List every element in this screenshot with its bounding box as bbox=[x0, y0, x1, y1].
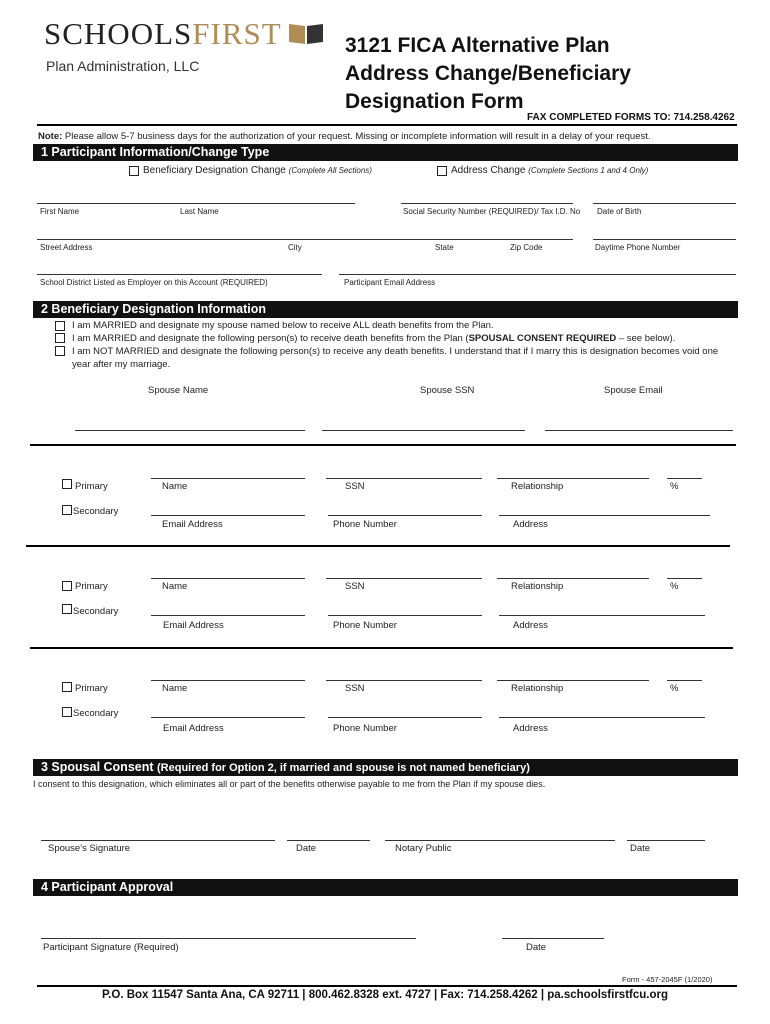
section3-title: 3 Spousal Consent bbox=[41, 760, 154, 774]
logo-wordmark bbox=[44, 16, 282, 52]
beneficiary-ssn-line[interactable] bbox=[326, 478, 482, 479]
spouse-name-line[interactable] bbox=[75, 430, 305, 431]
beneficiary-relationship-label: Relationship bbox=[511, 481, 564, 492]
email-label: Participant Email Address bbox=[344, 278, 436, 287]
beneficiary-phone-label: Phone Number bbox=[333, 519, 397, 530]
footer-contact: P.O. Box 11547 Santa Ana, CA 92711 | 800.462.8328 ext. 4727 | Fax: 714.258.4262 | pa.schoolsfirstfcu.org bbox=[101, 989, 668, 1001]
logo-subtitle: Plan Administration, LLC bbox=[46, 58, 200, 74]
opt2-text-a: I am MARRIED and designate the following person(s) to receive death benefits from the Plan ( bbox=[72, 333, 469, 344]
title-line-1: 3121 FICA Alternative Plan bbox=[345, 34, 610, 57]
primary-checkbox[interactable] bbox=[62, 581, 72, 591]
beneficiary-email-line[interactable] bbox=[151, 515, 305, 516]
state-label: State bbox=[435, 243, 454, 252]
opt2-hint: (Complete Sections 1 and 4 Only) bbox=[528, 166, 649, 175]
ssn-label: Social Security Number (REQUIRED)/ Tax I.D. No bbox=[403, 207, 581, 216]
note-text: Please allow 5-7 business days for the authorization of your request. Missing or incomplete information will result in a delay of your request. bbox=[64, 131, 651, 142]
name-field-line[interactable] bbox=[37, 203, 355, 204]
beneficiary-phone-label: Phone Number bbox=[333, 620, 397, 631]
beneficiary-email-label: Email Address bbox=[162, 519, 223, 530]
beneficiary-email-label: Email Address bbox=[163, 723, 224, 734]
beneficiary-phone-line[interactable] bbox=[328, 717, 482, 718]
zip-label: Zip Code bbox=[510, 243, 543, 252]
logo-part2: FIRST bbox=[192, 16, 282, 51]
spouse-ssn-label: Spouse SSN bbox=[420, 385, 475, 396]
beneficiary-pct-line[interactable] bbox=[667, 478, 702, 479]
beneficiary-name-line[interactable] bbox=[151, 680, 305, 681]
last-name-label: Last Name bbox=[180, 207, 219, 216]
beneficiary-divider bbox=[26, 545, 730, 547]
section3-header bbox=[33, 759, 738, 776]
beneficiary-pct-line[interactable] bbox=[667, 680, 702, 681]
phone-field-line[interactable] bbox=[593, 239, 736, 240]
secondary-label: Secondary bbox=[73, 708, 119, 719]
beneficiary-pct-line[interactable] bbox=[667, 578, 702, 579]
first-name-label: First Name bbox=[40, 207, 80, 216]
address-change-checkbox[interactable] bbox=[437, 166, 447, 176]
beneficiary-pct-label: % bbox=[670, 581, 679, 592]
ssn-field-line[interactable] bbox=[401, 203, 573, 204]
participant-signature-line[interactable] bbox=[41, 938, 416, 939]
beneficiary-address-line[interactable] bbox=[499, 515, 710, 516]
beneficiary-relationship-line[interactable] bbox=[497, 680, 649, 681]
spouse-name-label: Spouse Name bbox=[148, 385, 209, 396]
participant-signature-label: Participant Signature (Required) bbox=[43, 942, 179, 953]
beneficiary-address-label: Address bbox=[513, 620, 548, 631]
spouse-divider bbox=[30, 444, 736, 446]
title-line-2: Address Change/Beneficiary bbox=[345, 62, 631, 85]
beneficiary-phone-line[interactable] bbox=[328, 515, 482, 516]
note-label: Note: bbox=[38, 131, 63, 142]
dob-field-line[interactable] bbox=[593, 203, 736, 204]
secondary-checkbox[interactable] bbox=[62, 604, 72, 614]
section2-header: 2 Beneficiary Designation Information bbox=[33, 301, 738, 318]
beneficiary-phone-label: Phone Number bbox=[333, 723, 397, 734]
married-spouse-checkbox[interactable] bbox=[55, 321, 65, 331]
title-line-3: Designation Form bbox=[345, 90, 524, 113]
participant-date-line[interactable] bbox=[502, 938, 604, 939]
secondary-checkbox[interactable] bbox=[62, 707, 72, 717]
beneficiary-name-line[interactable] bbox=[151, 578, 305, 579]
opt1-hint: (Complete All Sections) bbox=[288, 166, 372, 175]
address-field-line[interactable] bbox=[37, 239, 573, 240]
consent-text: I consent to this designation, which eliminates all or part of the benefits otherwise payable to me from the Plan if my spouse dies. bbox=[33, 779, 546, 789]
notary-line[interactable] bbox=[385, 840, 615, 841]
section1-header: 1 Participant Information/Change Type bbox=[33, 144, 738, 161]
not-married-checkbox[interactable] bbox=[55, 346, 65, 356]
notary-date-label: Date bbox=[630, 843, 651, 854]
beneficiary-divider bbox=[30, 647, 733, 649]
address-change-option bbox=[451, 165, 648, 176]
primary-label: Primary bbox=[75, 683, 108, 694]
spouse-signature-line[interactable] bbox=[41, 840, 275, 841]
spouse-email-line[interactable] bbox=[545, 430, 733, 431]
beneficiary-relationship-label: Relationship bbox=[511, 581, 564, 592]
opt2-label: Address Change bbox=[451, 165, 526, 176]
beneficiary-name-label: Name bbox=[162, 683, 188, 694]
beneficiary-ssn-line[interactable] bbox=[326, 578, 482, 579]
form-title bbox=[345, 32, 631, 116]
beneficiary-email-line[interactable] bbox=[151, 717, 305, 718]
city-label: City bbox=[288, 243, 302, 252]
beneficiary-name-label: Name bbox=[162, 481, 188, 492]
opt1-label: Beneficiary Designation Change bbox=[143, 165, 286, 176]
married-others-checkbox[interactable] bbox=[55, 333, 65, 343]
beneficiary-relationship-line[interactable] bbox=[497, 578, 649, 579]
beneficiary-ssn-line[interactable] bbox=[326, 680, 482, 681]
secondary-label: Secondary bbox=[73, 506, 119, 517]
beneficiary-block bbox=[0, 565, 770, 645]
district-field-line[interactable] bbox=[37, 274, 322, 275]
section4-header: 4 Participant Approval bbox=[33, 879, 738, 896]
beneficiary-address-line[interactable] bbox=[499, 615, 705, 616]
beneficiary-pct-label: % bbox=[670, 481, 679, 492]
header-rule bbox=[37, 124, 737, 126]
secondary-label: Secondary bbox=[73, 606, 119, 617]
primary-checkbox[interactable] bbox=[62, 682, 72, 692]
beneficiary-email-label: Email Address bbox=[163, 620, 224, 631]
district-label: School District Listed as Employer on this Account (REQUIRED) bbox=[40, 278, 268, 287]
beneficiary-address-label: Address bbox=[513, 723, 548, 734]
beneficiary-name-line[interactable] bbox=[151, 478, 305, 479]
beneficiary-address-label: Address bbox=[513, 519, 548, 530]
spouse-signature-label: Spouse's Signature bbox=[48, 843, 131, 854]
beneficiary-name-label: Name bbox=[162, 581, 188, 592]
footer-rule bbox=[37, 985, 737, 987]
phone-label: Daytime Phone Number bbox=[595, 243, 681, 252]
email-field-line[interactable] bbox=[339, 274, 736, 275]
beneficiary-email-line[interactable] bbox=[151, 615, 305, 616]
beneficiary-pct-label: % bbox=[670, 683, 679, 694]
spouse-ssn-line[interactable] bbox=[322, 430, 525, 431]
spouse-date-label: Date bbox=[296, 843, 317, 854]
primary-label: Primary bbox=[75, 481, 108, 492]
primary-checkbox[interactable] bbox=[62, 479, 72, 489]
logo-part1: SCHOOLS bbox=[44, 16, 193, 51]
beneficiary-ssn-label: SSN bbox=[345, 581, 365, 592]
primary-label: Primary bbox=[75, 581, 108, 592]
beneficiary-relationship-label: Relationship bbox=[511, 683, 564, 694]
spouse-email-label: Spouse Email bbox=[604, 385, 663, 396]
beneficiary-change-checkbox[interactable] bbox=[129, 166, 139, 176]
notary-date-line[interactable] bbox=[627, 840, 705, 841]
fax-line: FAX COMPLETED FORMS TO: 714.258.4262 bbox=[527, 112, 735, 123]
beneficiary-phone-line[interactable] bbox=[328, 615, 482, 616]
beneficiary-ssn-label: SSN bbox=[345, 481, 365, 492]
note bbox=[38, 131, 651, 142]
book-icon bbox=[287, 20, 325, 46]
spousal-consent-required: SPOUSAL CONSENT REQUIRED bbox=[468, 333, 617, 344]
beneficiary-block bbox=[0, 667, 770, 747]
form-number: Form - 457-2045F (1/2020) bbox=[622, 975, 713, 984]
notary-label: Notary Public bbox=[395, 843, 452, 854]
secondary-checkbox[interactable] bbox=[62, 505, 72, 515]
beneficiary-change-option bbox=[143, 165, 372, 176]
beneficiary-relationship-line[interactable] bbox=[497, 478, 649, 479]
married-spouse-option: I am MARRIED and designate my spouse named below to receive ALL death benefits from the Plan. bbox=[72, 320, 494, 331]
beneficiary-address-line[interactable] bbox=[499, 717, 705, 718]
not-married-option: I am NOT MARRIED and designate the following person(s) to receive any death benefits. I understand that if I marry this is designation becomes void one year after my marriage. bbox=[72, 346, 719, 370]
married-others-option bbox=[72, 333, 675, 344]
street-label: Street Address bbox=[40, 243, 93, 252]
participant-date-label: Date bbox=[526, 942, 547, 953]
section3-title-note: (Required for Option 2, if married and spouse is not named beneficiary) bbox=[157, 762, 530, 774]
beneficiary-ssn-label: SSN bbox=[345, 683, 365, 694]
opt2-text-c: – see below). bbox=[616, 333, 676, 344]
dob-label: Date of Birth bbox=[597, 207, 642, 216]
beneficiary-block bbox=[0, 465, 770, 545]
spouse-date-line[interactable] bbox=[287, 840, 370, 841]
